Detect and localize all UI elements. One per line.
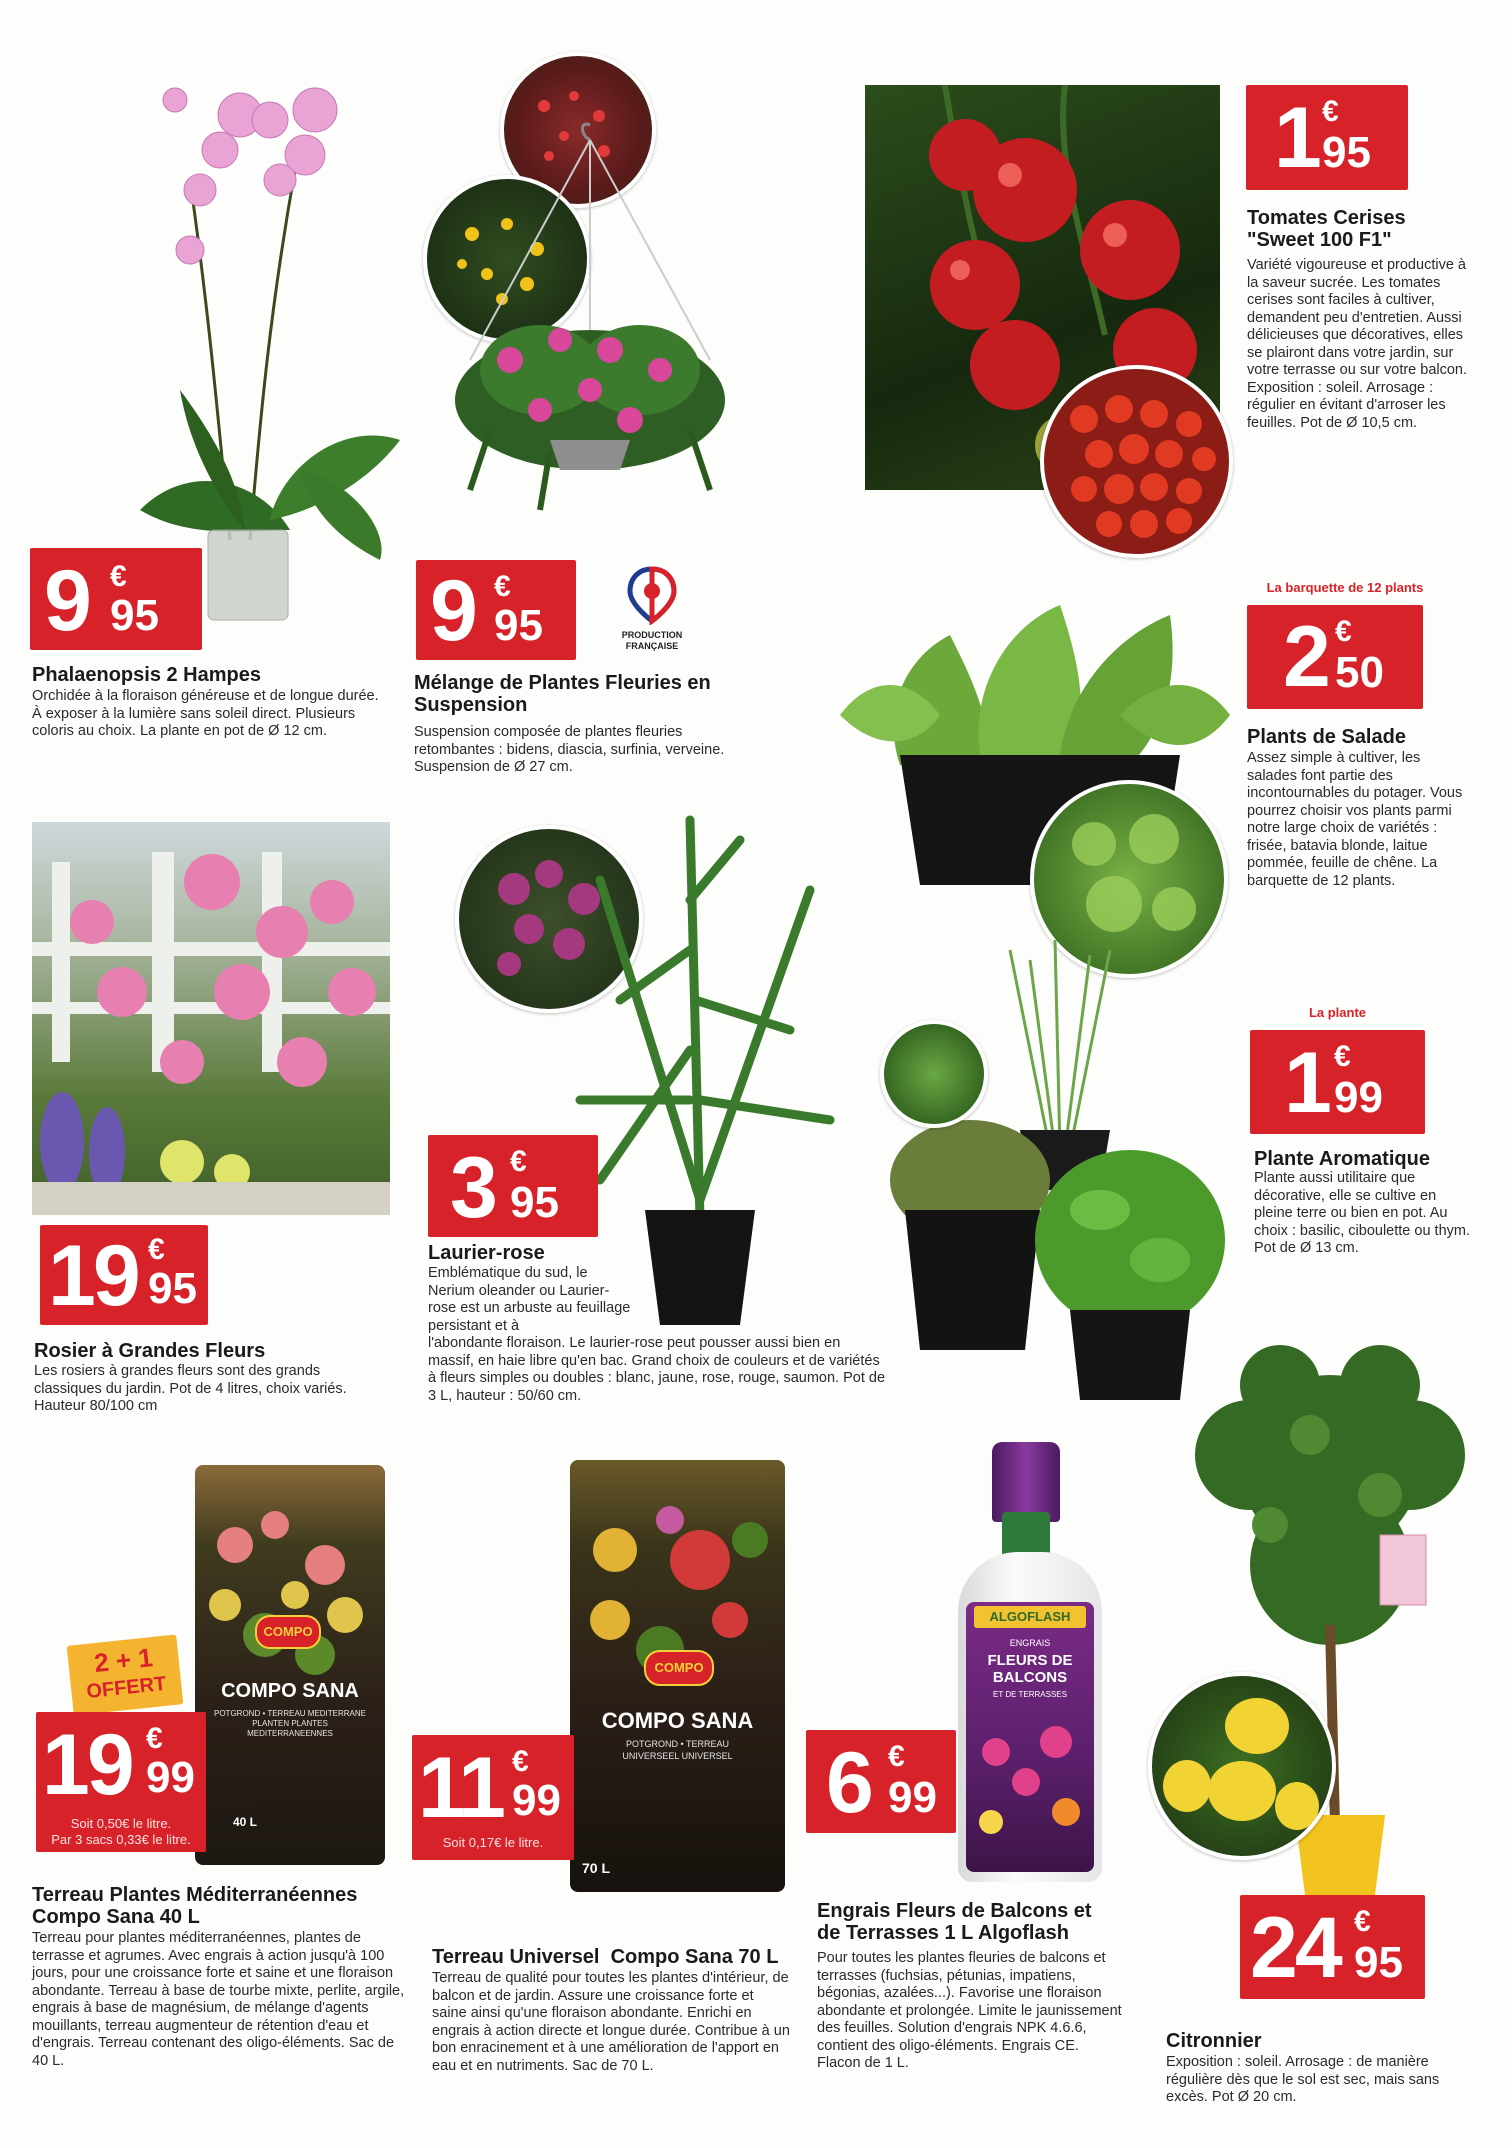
unit-price-line-2: Par 3 sacs 0,33€ le litre.	[51, 1832, 191, 1847]
bag-brand: COMPO SANA	[221, 1680, 359, 1702]
algoflash-bottle	[950, 1442, 1110, 1882]
bag-volume: 40 L	[233, 1815, 258, 1829]
price-cents: 99	[1334, 1073, 1383, 1122]
hanging-title: Mélange de Plantes Fleuries en Suspension	[414, 672, 711, 716]
herbs-image	[880, 930, 1240, 1400]
unit-price-line-1: Soit 0,50€ le litre.	[70, 1816, 172, 1831]
euro-symbol: €	[148, 1233, 165, 1266]
orchid-description: Orchidée à la floraison généreuse et de longue durée. À exposer à la lumière sans soleil direct. Plusieurs coloris au choix. La plante en pot de Ø 12 cm.	[32, 688, 379, 739]
herb-price-note: La plante	[1308, 1005, 1367, 1020]
hanging-basket-image	[430, 110, 750, 550]
promo-2plus1-badge	[67, 1634, 184, 1715]
orchid-image	[120, 60, 420, 630]
lemons-circle	[1148, 1672, 1336, 1860]
algoflash-title: Engrais Fleurs de Balcons et de Terrasses 1 L Algoflash	[817, 1900, 1092, 1944]
price-cents: 50	[1335, 648, 1384, 697]
terreau-univ-price-tag	[412, 1735, 574, 1860]
unit-price-line-1: Soit 0,17€ le litre.	[442, 1835, 544, 1850]
euro-symbol: €	[1335, 615, 1352, 648]
euro-symbol: €	[512, 1745, 529, 1778]
map-pin-icon	[622, 565, 682, 625]
rose-price-tag	[40, 1225, 208, 1325]
bag-subtitle: POTGROND • TERREAU MEDITERRANE PLANTEN PLANTES MEDITERRANEENNES	[214, 1709, 366, 1738]
badge-label: PRODUCTION FRANÇAISE	[621, 630, 683, 651]
price-cents: 95	[510, 1178, 559, 1227]
bottle-line-2: FLEURS DE BALCONS	[987, 1652, 1073, 1686]
compo-logo: COMPO	[644, 1650, 714, 1686]
euro-symbol: €	[1334, 1040, 1351, 1073]
terreau-med-title: Terreau Plantes Méditerranéennes Compo Sana 40 L	[32, 1884, 358, 1928]
compo-logo: COMPO	[255, 1615, 321, 1649]
euro-symbol: €	[888, 1740, 905, 1773]
algoflash-price-tag	[806, 1730, 956, 1833]
price-cents: 99	[512, 1776, 561, 1825]
herb-description: Plante aussi utilitaire que décorative, elle se cultive en pleine terre ou bien en pot. Au choix : basilic, ciboulette ou thym. Pot de Ø 13 cm.	[1254, 1170, 1470, 1256]
bag-subtitle: POTGROND • TERREAU UNIVERSEEL UNIVERSEL	[622, 1739, 733, 1761]
price-integer: 19	[42, 1717, 132, 1813]
euro-symbol: €	[1322, 95, 1339, 128]
laurier-description-part1: Emblématique du sud, le Nerium oleander ou Laurier-rose est un arbuste au feuillage persistant et à	[428, 1265, 631, 1334]
price-integer: 24	[1250, 1900, 1340, 1996]
euro-symbol: €	[494, 570, 511, 603]
price-cents: 95	[110, 591, 159, 640]
terreau-med-bag	[195, 1465, 385, 1865]
salad-price-note: La barquette de 12 plants	[1266, 580, 1424, 595]
bottle-line-1: ENGRAIS	[1009, 1638, 1051, 1648]
cherry-tomatoes-circle	[1040, 365, 1233, 558]
salad-price-tag	[1247, 605, 1423, 709]
price-integer: 19	[48, 1228, 138, 1324]
euro-symbol: €	[110, 560, 127, 593]
citronnier-price-tag	[1240, 1895, 1425, 1999]
price-integer: 11	[418, 1740, 503, 1836]
euro-symbol: €	[146, 1722, 163, 1755]
hanging-price-tag	[416, 560, 576, 660]
tomato-price-tag	[1246, 85, 1408, 190]
price-cents: 99	[888, 1773, 937, 1822]
price-integer: 3	[450, 1140, 495, 1236]
price-cents: 95	[148, 1264, 197, 1313]
euro-symbol: €	[510, 1145, 527, 1178]
laurier-description-part2: l'abondante floraison. Le laurier-rose peut pousser aussi bien en massif, en haie libre qu'en bac. Grand choix de couleurs et de variétés à fleurs simples ou doubles : blanc, jaune, rose, rouge, saumon. Pot de 3 L, hauteur : 50/60 cm.	[428, 1335, 886, 1404]
bag-volume: 70 L	[582, 1860, 611, 1876]
bottle-brand: ALGOFLASH	[974, 1606, 1086, 1628]
herb-leaf-circle	[880, 1020, 988, 1128]
laurier-title: Laurier-rose	[428, 1242, 545, 1264]
terreau-univ-title: Terreau Universel Compo Sana 70 L	[432, 1946, 779, 1968]
price-integer: 2	[1283, 609, 1328, 705]
price-cents: 99	[146, 1753, 195, 1802]
price-cents: 95	[1354, 1938, 1403, 1987]
rose-title: Rosier à Grandes Fleurs	[34, 1340, 266, 1362]
euro-symbol: €	[1354, 1905, 1371, 1938]
salad-description: Assez simple à cultiver, les salades font partie des incontournables du potager. Vous pourrez choisir vos plants parmi notre large choix de variétés : frisée, batavia blonde, laitue pommée, feuille de chêne. La barquette de 12 plants.	[1247, 750, 1463, 889]
terreau-univ-bag	[570, 1460, 785, 1892]
rose-photo	[32, 822, 390, 1215]
algoflash-description: Pour toutes les plantes fleuries de balcons et terrasses (fuchsias, pétunias, impatiens, bégonias, azalées...). Favorise une floraison abondante et prolongée. Limite le jaunissement des feuilles. Solution d'engrais NPK 4.6.6, contient des oligo-éléments. Engrais CE. Flacon de 1 L.	[817, 1950, 1122, 2071]
hanging-description: Suspension composée de plantes fleuries retombantes : bidens, diascia, surfinia, verveine. Suspension de Ø 27 cm.	[414, 724, 725, 775]
price-integer: 9	[430, 563, 475, 659]
tomato-description: Variété vigoureuse et productive à la saveur sucrée. Les tomates cerises sont faciles à cultiver, demandent peu d'entretien. Aussi délicieuses que décoratives, elles se plairont dans votre jardin, sur votre terrasse ou sur votre balcon. Exposition : soleil. Arrosage : régulier en évitant d'arroser les feuilles. Pot de Ø 10,5 cm.	[1247, 257, 1468, 431]
price-integer: 1	[1284, 1035, 1329, 1131]
price-integer: 6	[826, 1735, 871, 1831]
price-integer: 1	[1274, 90, 1319, 186]
terreau-univ-description: Terreau de qualité pour toutes les plantes d'intérieur, de balcon et de jardin. Assure une croissance forte et saine ainsi qu'une floraison abondante. Enrichi en engrais à action directe et longue durée. Contribue à un bon enracinement et à une amélioration de l'apport en eau et en nutriments. Sac de 70 L.	[432, 1970, 790, 2074]
citronnier-description: Exposition : soleil. Arrosage : de manière régulière dès que le sol est sec, mais sans excès. Pot Ø 20 cm.	[1166, 2054, 1440, 2105]
price-integer: 9	[44, 553, 89, 649]
price-cents: 95	[494, 601, 543, 650]
rose-description: Les rosiers à grandes fleurs sont des grands classiques du jardin. Pot de 4 litres, choix variés. Hauteur 80/100 cm	[34, 1363, 347, 1414]
laurier-price-tag	[428, 1135, 598, 1237]
promo-line-1: 2 + 1	[92, 1642, 155, 1679]
production-francaise-badge	[612, 565, 692, 657]
terreau-med-price-tag	[36, 1712, 206, 1852]
tomato-title: Tomates Cerises "Sweet 100 F1"	[1247, 207, 1406, 251]
herb-title: Plante Aromatique	[1254, 1148, 1430, 1170]
citronnier-title: Citronnier	[1166, 2030, 1262, 2052]
salad-title: Plants de Salade	[1247, 726, 1406, 748]
herb-price-tag	[1250, 1030, 1425, 1134]
orchid-title: Phalaenopsis 2 Hampes	[32, 664, 261, 686]
promo-line-2: OFFERT	[85, 1672, 168, 1704]
orchid-price-tag	[30, 548, 202, 650]
terreau-med-description: Terreau pour plantes méditerranéennes, plantes de terrasse et agrumes. Avec engrais à action jusqu'à 100 jours, pour une croissance forte et saine et une floraison abondante. Terreau à base de tourbe mixte, perlite, argile, engrais à base de magnésium, de mélange d'agents mouillants, terreau augmenteur de rétention d'eau et d'engrais. Terreau contenant des oligo-éléments. Sac de 40 L.	[32, 1930, 405, 2069]
price-cents: 95	[1322, 128, 1371, 177]
bag-brand: COMPO SANA	[601, 1708, 754, 1733]
bottle-line-3: ET DE TERRASSES	[993, 1690, 1067, 1699]
